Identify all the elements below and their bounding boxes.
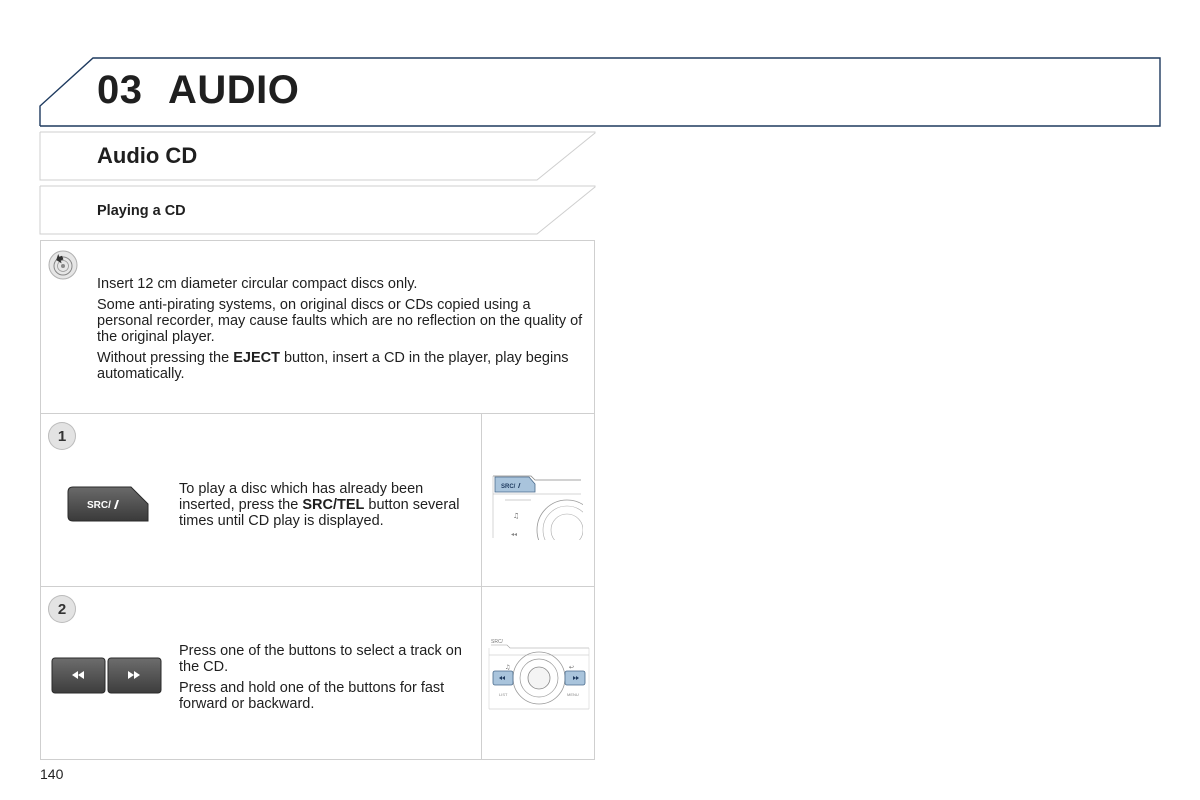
seek-buttons: [51, 657, 163, 695]
step-2-badge: 2: [48, 595, 76, 623]
radio-panel-seek-illustration: [487, 635, 591, 715]
step-2-box: [40, 586, 595, 760]
step-2-paragraph-1: Press one of the buttons to select a track on the CD.: [179, 643, 462, 675]
step-1-box: [40, 413, 595, 587]
step-2-separator: [481, 587, 482, 759]
svg-text:LIST: LIST: [499, 692, 508, 697]
src-tel-keyword: SRC/TEL: [302, 497, 365, 513]
step-1-badge: 1: [48, 422, 76, 450]
svg-text:↩: ↩: [569, 664, 575, 671]
step-2-paragraph-2: Press and hold one of the buttons for fast forward or backward.: [179, 680, 445, 712]
info-paragraph-3: Without pressing the EJECT button, insert a CD in the player, play begins automatically.: [97, 350, 569, 382]
cd-eject-icon: [47, 249, 79, 281]
info-text: [97, 276, 587, 387]
info-paragraph-1: Insert 12 cm diameter circular compact discs only.: [97, 276, 418, 292]
section-title: Audio CD: [97, 143, 198, 168]
chapter-title: AUDIO: [168, 68, 300, 112]
subsection-title: Playing a CD: [97, 203, 186, 219]
src-tel-button: [67, 486, 149, 522]
music-note-icon: ♫: [513, 512, 520, 520]
step-1-separator: [481, 414, 482, 586]
info-paragraph-2: Some anti-pirating systems, on original discs or CDs copied using a personal recorder, may cause faults which are no reflection on the quality of the original player.: [97, 297, 583, 345]
eject-keyword: EJECT: [233, 350, 280, 366]
svg-text:SRC/: SRC/: [491, 639, 503, 645]
step-2-text: [179, 643, 469, 717]
info-box: [40, 240, 595, 414]
radio-panel-src-illustration: [491, 472, 583, 540]
rewind-icon: ◂◂: [511, 531, 518, 538]
chapter-number: 03: [97, 68, 143, 112]
step-1-text: To play a disc which has already been inserted, press the SRC/TEL button several times until CD play is displayed.: [179, 481, 460, 529]
svg-text:♫: ♫: [505, 664, 511, 671]
svg-text:SRC/: SRC/: [87, 500, 111, 511]
svg-text:SRC/: SRC/: [501, 484, 516, 490]
page-number: 140: [40, 766, 64, 782]
svg-text:MENU: MENU: [567, 692, 579, 697]
